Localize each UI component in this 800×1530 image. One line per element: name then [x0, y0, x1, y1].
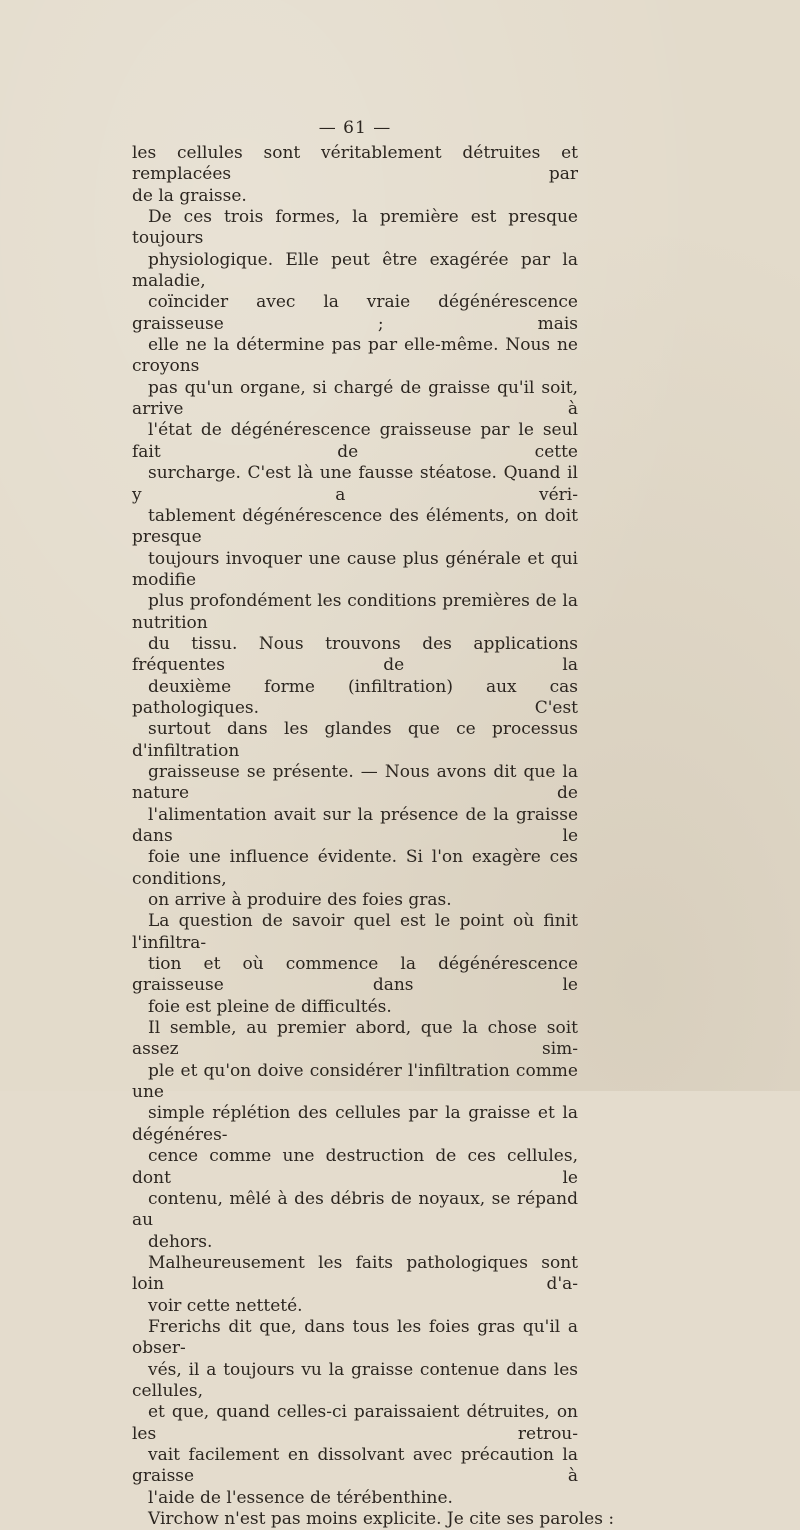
paragraph	[132, 1253, 578, 1317]
text-line: coïncider avec la vraie dégénérescence graisseuse ; mais	[132, 292, 578, 334]
text-line: contenu, mêlé à des débris de noyaux, se répand au	[132, 1188, 578, 1231]
text-line: surcharge. C'est là une fausse stéatose. Quand il y a véri-	[132, 463, 578, 505]
text-line: dehors.	[148, 1231, 213, 1252]
text-line: tion et où commence la dégénérescence graisseuse dans le	[132, 954, 578, 996]
text-line: vés, il a toujours vu la graisse contenue dans les cellules,	[132, 1359, 578, 1401]
text-line: on arrive à produire des foies gras.	[148, 890, 452, 911]
text-line: Malheureusement les faits pathologiques sont loin d'a-	[132, 1252, 578, 1295]
paragraph	[132, 207, 578, 911]
text-line: ple et qu'on doive considérer l'infiltration comme une	[132, 1060, 578, 1103]
paragraph	[132, 911, 578, 1018]
text-line: De ces trois formes, la première est presque toujours	[132, 207, 578, 249]
text-line: l'alimentation avait sur la présence de la graisse dans le	[132, 804, 578, 846]
paragraph	[132, 1317, 578, 1509]
text-line: l'aide de l'essence de térébenthine.	[148, 1487, 453, 1508]
text-line: foie une influence évidente. Si l'on exagère ces conditions,	[132, 847, 578, 889]
text-line: les cellules sont véritablement détruites et remplacées par	[132, 143, 578, 185]
text-line: du tissu. Nous trouvons des applications fréquentes de la	[132, 633, 578, 676]
text-line: tablement dégénérescence des éléments, on doit presque	[132, 505, 578, 548]
page-number: — 61 —	[318, 118, 392, 138]
paragraph	[132, 1018, 578, 1253]
text-line: simple réplétion des cellules par la graisse et la dégénéres-	[132, 1103, 578, 1145]
text-line: pas qu'un organe, si chargé de graisse qu'il soit, arrive à	[132, 377, 578, 420]
text-line: Virchow n'est pas moins explicite. Je cite ses paroles :	[148, 1509, 615, 1529]
text-line: foie est pleine de difficultés.	[148, 996, 392, 1017]
text-line: physiologique. Elle peut être exagérée par la maladie,	[132, 249, 578, 292]
text-line: Frerichs dit que, dans tous les foies gras qu'il a obser-	[132, 1316, 578, 1359]
text-line: vait facilement en dissolvant avec précaution la graisse à	[132, 1444, 578, 1487]
text-line: de la graisse.	[132, 185, 247, 206]
text-line: surtout dans les glandes que ce processus d'infiltration	[132, 719, 578, 761]
text-line: cence comme une destruction de ces cellules, dont le	[132, 1146, 578, 1188]
text-line: l'état de dégénérescence graisseuse par le seul fait de cette	[132, 420, 578, 462]
text-line: La question de savoir quel est le point où finit l'infiltra-	[132, 911, 578, 953]
paragraph	[132, 143, 578, 207]
body-text	[132, 143, 615, 1530]
text-line: elle ne la détermine pas par elle-même. Nous ne croyons	[132, 335, 578, 377]
text-line: voir cette netteté.	[148, 1295, 303, 1316]
text-line: toujours invoquer une cause plus générale et qui modifie	[132, 548, 578, 590]
text-line: et que, quand celles-ci paraissaient détruites, on les retrou-	[132, 1402, 578, 1444]
text-line: graisseuse se présente. — Nous avons dit que la nature de	[132, 761, 578, 804]
text-line: plus profondément les conditions premières de la nutrition	[132, 591, 578, 633]
paragraph	[132, 1509, 615, 1530]
text-line: deuxième forme (infiltration) aux cas pathologiques. C'est	[132, 676, 578, 718]
text-line: Il semble, au premier abord, que la chose soit assez sim-	[132, 1018, 578, 1060]
